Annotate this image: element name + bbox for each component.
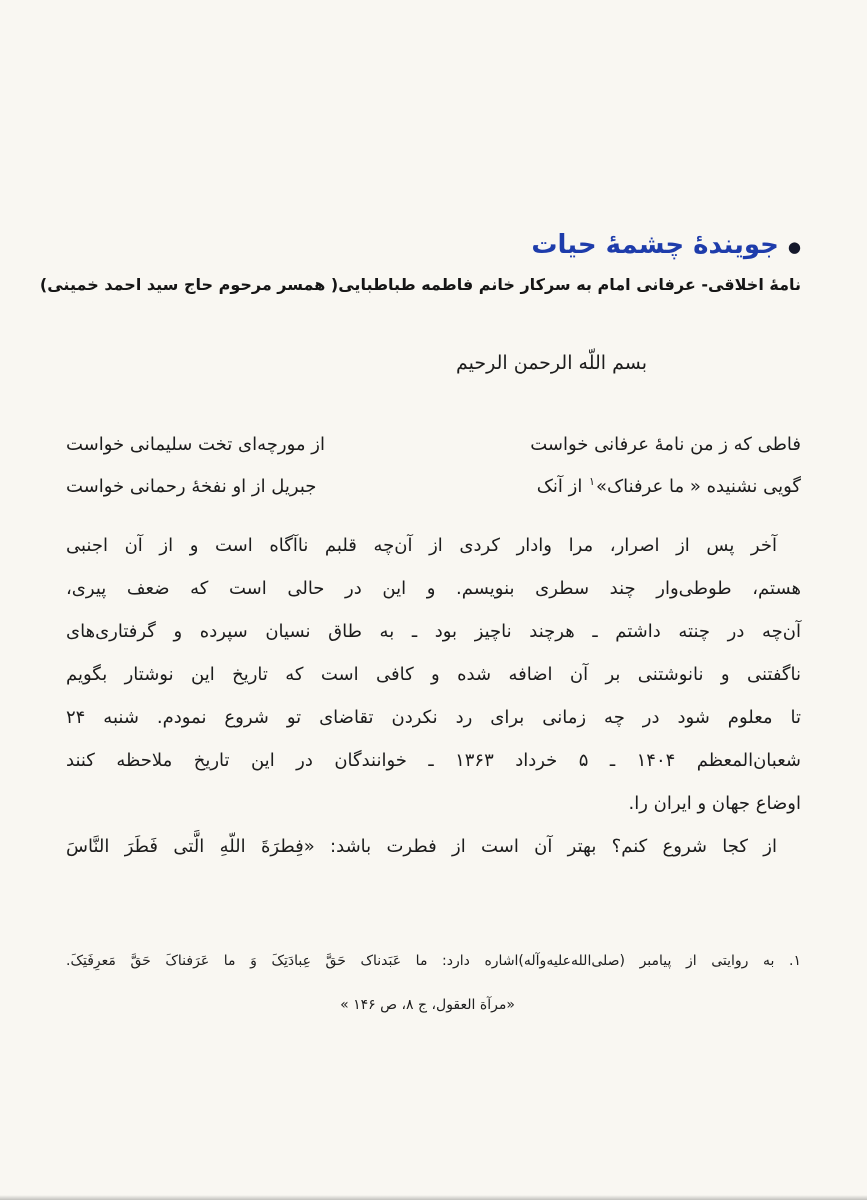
body-line: از کجا شروع کنم؟ بهتر آن است از فطرت باشد: «فِطرَةَ اللّهِ الَّتی فَطَرَ النَّاسَ xyxy=(66,836,777,857)
footnote-reference-mark: ۱ xyxy=(589,475,595,488)
body-line: شعبان‌المعظم ۱۴۰۴ ـ ۵ خرداد ۱۳۶۳ ـ خوانندگان در این تاریخ ملاحظه کنند xyxy=(66,750,801,771)
scan-edge xyxy=(0,1195,867,1200)
basmala: بسم اللّه الرحمن الرحیم xyxy=(456,352,647,374)
poem xyxy=(66,424,801,508)
poem-hemistich-left: جبریل از او نفخهٔ رحمانی خواست xyxy=(66,476,317,497)
chapter-heading xyxy=(66,230,801,260)
footnote-source: «مرآة العقول، ج ۸، ص ۱۴۶ » xyxy=(340,997,515,1013)
page-subtitle: نامهٔ اخلاقی- عرفانی امام به سرکار خانم فاطمه طباطبایی( همسر مرحوم حاج سید احمد خمینی) xyxy=(39,275,801,294)
poem-hemistich-left: از مورچه‌ای تخت سلیمانی خواست xyxy=(66,434,325,455)
letter-body xyxy=(66,524,801,868)
body-line: اوضاع جهان و ایران را. xyxy=(628,793,801,814)
poem-text: گویی نشنیده « ما عرفناک» xyxy=(595,476,801,497)
body-line: ناگفتنی و نانوشتنی بر آن اضافه شده و کافی است که تاریخ این نوشتار بگویم xyxy=(66,664,801,685)
poem-hemistich-right xyxy=(537,466,801,510)
body-line: تا معلوم شود در چه زمانی برای رد نکردن تقاضای تو شروع نمودم. شنبه ۲۴ xyxy=(66,707,801,728)
page-title: جویندهٔ چشمهٔ حیات xyxy=(531,230,779,260)
footnote xyxy=(66,946,801,1020)
bullet-icon: ● xyxy=(787,237,801,256)
poem-couplet-1 xyxy=(66,424,801,466)
footnote-text: ۱. به روایتی از پیامبر (صلی‌الله‌علیه‌وآله)اشاره دارد: ما عَبَدناک حَقَّ عِبادَتِکَ وَ ما عَرَفناکَ حَقَّ مَعرِفَتِکَ. xyxy=(66,953,801,969)
poem-hemistich-right: فاطی که ز من نامهٔ عرفانی خواست xyxy=(530,434,801,455)
body-line: آخر پس از اصرار، مرا وادار کردی از آن‌چه قلبم ناآگاه است و از آن اجنبی xyxy=(66,535,777,556)
poem-text: از آنک xyxy=(536,476,589,497)
poem-couplet-2 xyxy=(66,466,801,508)
body-line: هستم، طوطی‌وار چند سطری بنویسم. و این در حالی است که ضعف پیری، xyxy=(66,578,801,599)
body-line: آن‌چه در چنته داشتم ـ هرچند ناچیز بود ـ به طاق نسیان سپرده و گرفتاری‌های xyxy=(66,621,801,642)
